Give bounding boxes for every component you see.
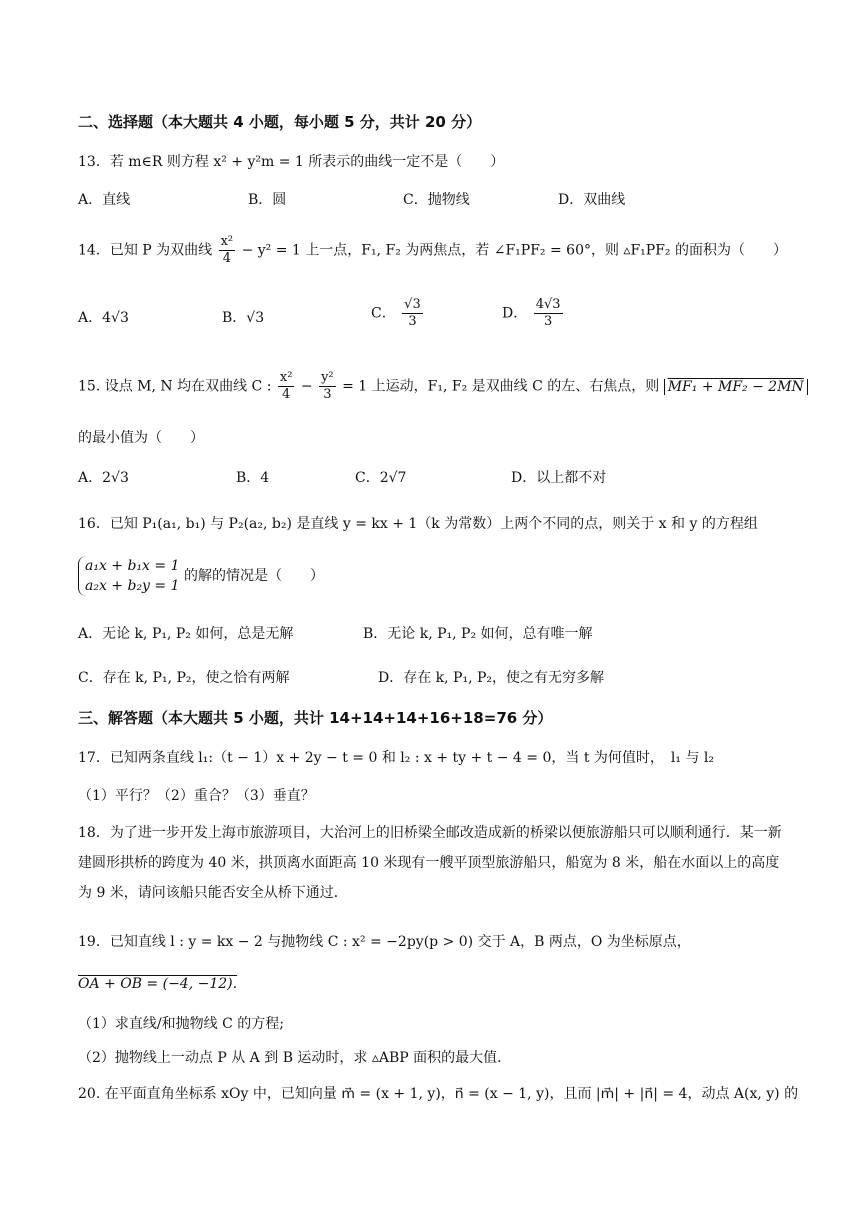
q14-stem-part-a: 14．已知 P 为双曲线 xyxy=(78,242,213,259)
q14-fraction xyxy=(219,234,236,267)
q13-option-a: A．直线 xyxy=(78,192,131,208)
q15-option-a: A．2√3 xyxy=(78,470,129,486)
q16-equation-1: a₁x + b₁x = 1 xyxy=(85,558,180,574)
question-15-stem xyxy=(78,370,808,403)
question-16-system-line xyxy=(78,556,324,596)
q16-option-a: A．无论 k, P₁, P₂ 如何，总是无解 xyxy=(78,626,294,642)
q14-option-c-fraction xyxy=(402,297,423,330)
question-19-vector xyxy=(78,974,237,994)
q16-option-d: D．存在 k, P₁, P₂，使之有无穷多解 xyxy=(378,670,605,686)
question-17-parts: （1）平行？（2）重合？（3）垂直？ xyxy=(78,788,315,804)
q14-option-c-denominator: 3 xyxy=(408,314,417,329)
q15-vector-expression: MF₁ + MF₂ − 2MN xyxy=(667,378,804,395)
q14-option-a: A．4√3 xyxy=(78,310,129,326)
q13-option-d: D．双曲线 xyxy=(558,192,626,208)
q15-stem-part-b: = 1 上运动，F₁, F₂ 是双曲线 C 的左、右焦点，则 xyxy=(342,378,660,395)
q15-option-c: C．2√7 xyxy=(355,470,407,486)
q15-option-b: B．4 xyxy=(236,470,270,486)
q14-frac-numerator: x² xyxy=(220,234,234,249)
q14-option-c-label: C． xyxy=(371,305,396,322)
q15-minus: − xyxy=(300,378,313,395)
q14-option-d-denominator: 3 xyxy=(543,314,553,329)
q14-frac-denominator: 4 xyxy=(222,251,231,266)
q14-option-d xyxy=(502,297,565,330)
q14-option-b: B．√3 xyxy=(222,310,265,326)
q15-frac1-numerator: x² xyxy=(279,370,293,385)
q19-vector-equation: OA + OB = (−4, −12). xyxy=(78,976,238,992)
q14-option-c-numerator: √3 xyxy=(404,297,421,312)
q15-fraction-1 xyxy=(278,370,295,403)
q15-frac2-numerator: y² xyxy=(321,370,334,385)
section-heading-answer: 三、解答题（本大题共 5 小题，共计 14+14+14+16+18=76 分） xyxy=(78,709,553,727)
question-18-stem: 18．为了进一步开发上海市旅游项目，大治河上的旧桥梁全邮改造成新的桥梁以便旅游船只可以顺利通行．某一新建圆形拱桥的跨度为 40 米，拱顶离水面距高 10 米现有一艘平顶型旅游船只，船宽为 8 米，船在水面以上的高度为 9 米，请问该船只能否安全从桥下通过． xyxy=(78,825,782,901)
question-15-stem-end: 的最小值为（ ） xyxy=(78,430,204,446)
question-19-part-2: （2）抛物线上一动点 P 从 A 到 B 运动时，求 ▵ABP 面积的最大值． xyxy=(78,1050,512,1066)
question-13-stem: 13．若 m∈R 则方程 x² + y²m = 1 所表示的曲线一定不是（ ） xyxy=(78,154,505,170)
q16-option-b: B．无论 k, P₁, P₂ 如何，总有唯一解 xyxy=(363,626,593,642)
q14-option-d-fraction xyxy=(534,297,563,330)
q16-equation-system xyxy=(78,556,180,596)
question-14-stem xyxy=(78,234,787,267)
q15-frac2-denominator: 3 xyxy=(323,387,332,402)
q16-stem-part-b: 的解的情况是（ ） xyxy=(183,568,324,584)
q14-stem-part-b: − y² = 1 上一点，F₁, F₂ 为两焦点，若 ∠F₁PF₂ = 60°，则 ▵F₁PF₂ 的面积为（ ） xyxy=(241,242,787,259)
q15-option-d: D．以上都不对 xyxy=(511,470,607,486)
question-17-stem: 17．已知两条直线 l₁:（t − 1）x + 2y − t = 0 和 l₂ : x + ty + t − 4 = 0，当 t 为何值时， l₁ 与 l₂ xyxy=(78,750,714,766)
q14-option-d-label: D． xyxy=(502,305,528,322)
question-20-stem: 20. 在平面直角坐标系 xOy 中，已知向量 m⃗ = (x + 1, y)，n⃗ = (x − 1, y)，且而 |m⃗| + |n⃗| = 4，动点 A(x, y) 的 xyxy=(78,1086,799,1102)
q13-option-b: B．圆 xyxy=(248,192,287,208)
section-heading-choice: 二、选择题（本大题共 4 小题，每小题 5 分，共计 20 分） xyxy=(78,113,482,131)
q14-option-c xyxy=(371,297,425,330)
q13-option-c: C．抛物线 xyxy=(403,192,470,208)
q14-option-d-numerator: 4√3 xyxy=(535,297,561,312)
q15-fraction-2 xyxy=(319,370,336,403)
q15-abs-expression xyxy=(664,379,808,395)
question-16-stem: 16．已知 P₁(a₁, b₁) 与 P₂(a₂, b₂) 是直线 y = kx + 1（k 为常数）上两个不同的点，则关于 x 和 y 的方程组 xyxy=(78,516,758,532)
q15-frac1-denominator: 4 xyxy=(282,387,291,402)
question-19-part-1: （1）求直线/和抛物线 C 的方程; xyxy=(78,1016,284,1032)
q16-option-c: C．存在 k, P₁, P₂，使之恰有两解 xyxy=(78,670,290,686)
question-19-stem: 19．已知直线 l : y = kx − 2 与抛物线 C : x² = −2py(p > 0) 交于 A，B 两点，O 为坐标原点， xyxy=(78,934,691,950)
q15-stem-part-a: 15. 设点 M, N 均在双曲线 C : xyxy=(78,378,272,395)
q16-equation-2: a₂x + b₂y = 1 xyxy=(85,578,180,594)
